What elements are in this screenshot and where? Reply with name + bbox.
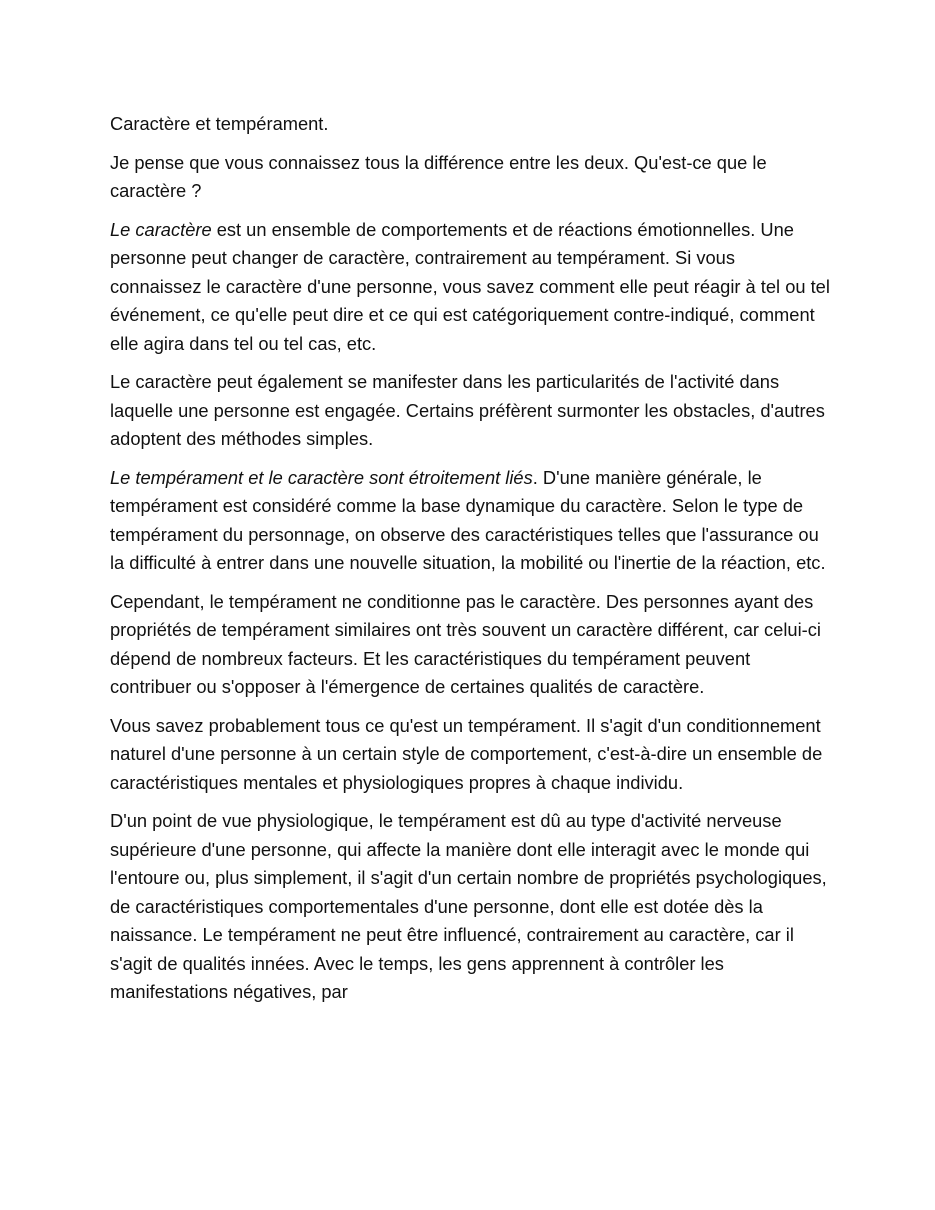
paragraph-character-activity: Le caractère peut également se manifester dans les particularités de l'activité dans laquelle une personne est engagée. Certains préfèrent surmonter les obstacles, d'autres adoptent des méthodes simples.: [110, 371, 825, 449]
document-page: [110, 110, 830, 1017]
emphasis-le-caractere: Le caractère: [110, 218, 212, 240]
emphasis-temperament-caractere: Le tempérament et le caractère sont étroitement liés: [110, 466, 533, 488]
document-title: Caractère et tempérament.: [110, 113, 329, 134]
paragraph-text: est un ensemble de comportements et de réactions émotionnelles. Une personne peut changer de caractère, contrairement au tempérament. Si vous connaissez le caractère d'une personne, vous savez comment elle peut réagir à tel ou tel événement, ce qu'elle peut dire et ce qui est catégoriquement contre-indiqué, comment elle agira dans tel ou tel cas, etc.: [110, 218, 830, 354]
paragraph-temperament-condition: Cependant, le tempérament ne conditionne pas le caractère. Des personnes ayant des propriétés de tempérament similaires ont très souvent un caractère différent, car celui-ci dépend de nombreux facteurs. Et les caractéristiques du tempérament peuvent contribuer ou s'opposer à l'émergence de certaines qualités de caractère.: [110, 590, 821, 697]
paragraph-character-definition: [110, 216, 830, 359]
paragraph-temperament-link: [110, 464, 830, 578]
paragraph-text: . D'une manière générale, le tempérament est considéré comme la base dynamique du caractère. Selon le type de tempérament du personnage, on observe des caractéristiques telles que l'assurance ou la difficulté à entrer dans une nouvelle situation, la mobilité ou l'inertie de la réaction, etc.: [110, 466, 826, 573]
paragraph-intro: Je pense que vous connaissez tous la différence entre les deux. Qu'est-ce que le caractère ?: [110, 151, 767, 201]
paragraph-physiological-view: D'un point de vue physiologique, le tempérament est dû au type d'activité nerveuse supérieure d'une personne, qui affecte la manière dont elle interagit avec le monde qui l'entoure ou, plus simplement, il s'agit d'un certain nombre de propriétés psychologiques, de caractéristiques comportementales d'une personne, dont elle est dotée dès la naissance. Le tempérament ne peut être influencé, contrairement au caractère, car il s'agit de qualités innées. Avec le temps, les gens apprennent à contrôler les manifestations négatives, par: [110, 810, 827, 1002]
paragraph-temperament-definition: Vous savez probablement tous ce qu'est un tempérament. Il s'agit d'un conditionnement naturel d'une personne à un certain style de comportement, c'est-à-dire un ensemble de caractéristiques mentales et physiologiques propres à chaque individu.: [110, 714, 823, 793]
